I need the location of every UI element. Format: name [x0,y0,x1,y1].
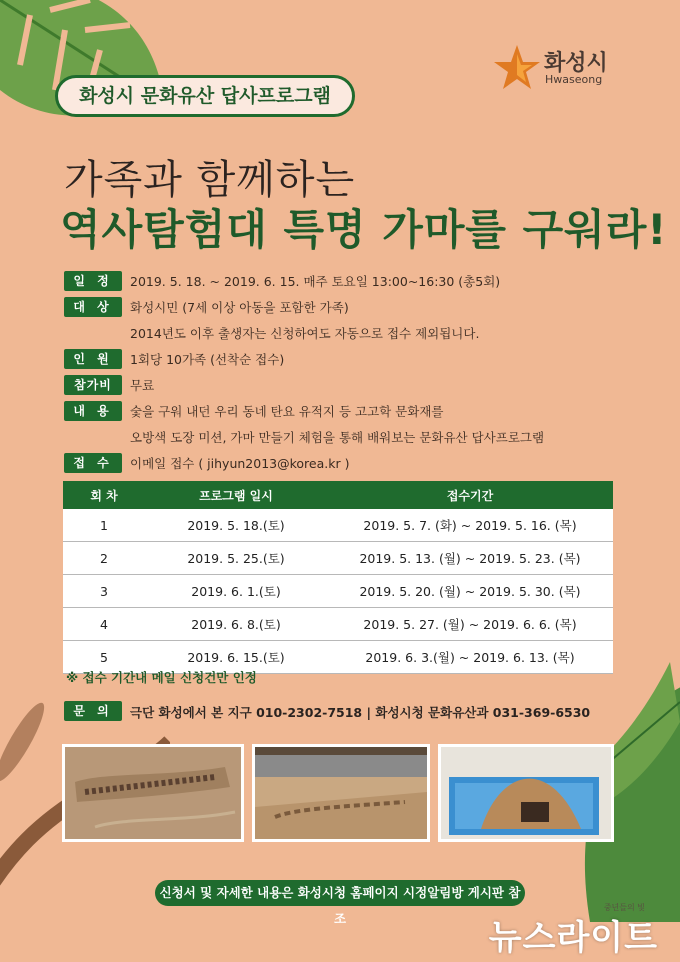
info-row-fee [64,372,644,398]
table-cell: 2019. 5. 13. (월) ~ 2019. 5. 23. (목) [327,542,613,575]
table-cell: 2019. 6. 3.(월) ~ 2019. 6. 13. (목) [327,641,613,674]
info-value: 2014년도 이후 출생자는 신청하여도 자동으로 접수 제외됩니다. [130,326,480,341]
table-row [63,608,613,641]
info-value: 2019. 5. 18. ~ 2019. 6. 15. 매주 토요일 13:00~16:30 (총5회) [130,274,501,289]
table-cell: 2019. 5. 7. (화) ~ 2019. 5. 16. (목) [327,509,613,542]
table-cell: 2 [63,542,145,575]
hwaseong-logo [492,42,632,92]
schedule-table [63,481,613,674]
info-value: 무료 [130,378,155,393]
photo-excavation-site [252,744,430,842]
contact-info: 극단 화성에서 본 지구 010-2302-7518 | 화성시청 문화유산과 031-369-6530 [130,705,591,720]
watermark-logo: 뉴스라이트 [488,918,658,958]
table-cell: 2019. 5. 27. (월) ~ 2019. 6. 6. (목) [327,608,613,641]
program-badge: 화성시 문화유산 답사프로그램 [55,75,355,117]
info-row-capacity [64,346,644,372]
info-label: 일 정 [64,271,122,291]
title-line-2: 역사탐험대 특명 가마를 구워라! [60,205,668,254]
title-line-1: 가족과 함께하는 [64,157,356,203]
watermark-small-text: 중년들의 빛 [603,903,645,912]
info-row-target-note [64,320,644,346]
info-list [64,268,644,476]
application-note: ※ 접수 기간내 메일 신청건만 인정 [66,670,257,685]
info-value: 이메일 접수 ( jihyun2013@korea.kr ) [130,456,350,471]
info-value: 1회당 10가족 (선착순 접수) [130,352,285,367]
table-header-row [63,481,613,509]
monstera-leaf-decoration [0,0,170,140]
logo-korean: 화성시 [544,51,608,76]
photo-kiln-model [438,744,614,842]
info-value: 오방색 도장 미션, 가마 만들기 체험을 통해 배워보는 문화유산 답사프로그램 [130,430,545,445]
table-cell: 2019. 6. 1.(토) [145,575,327,608]
table-cell: 1 [63,509,145,542]
photo-image [65,747,241,839]
table-cell: 5 [63,641,145,674]
table-cell: 4 [63,608,145,641]
info-label: 인 원 [64,349,122,369]
info-row-schedule [64,268,644,294]
info-row-content [64,398,644,424]
photo-kiln-site-aerial [62,744,244,842]
photo-image [255,747,427,839]
table-row [63,509,613,542]
table-cell: 3 [63,575,145,608]
column-header-session: 회 차 [63,481,145,509]
table-row [63,542,613,575]
info-value: 숯을 구워 내던 우리 동네 탄요 유적지 등 고고학 문화재를 [130,404,444,419]
info-label: 참가비 [64,375,122,395]
info-row-application [64,450,644,476]
bottom-banner: 신청서 및 자세한 내용은 화성시청 홈페이지 시정알림방 게시판 참조 [155,880,525,906]
info-row-content-2 [64,424,644,450]
hwaseong-logo-icon [492,42,542,92]
column-header-application-period: 접수기간 [327,481,613,509]
column-header-program-date: 프로그램 일시 [145,481,327,509]
table-cell: 2019. 5. 20. (월) ~ 2019. 5. 30. (목) [327,575,613,608]
contact-label: 문 의 [64,701,122,721]
photo-image [441,747,611,839]
info-label: 대 상 [64,297,122,317]
info-label: 접 수 [64,453,122,473]
info-value: 화성시민 (7세 이상 아동을 포함한 가족) [130,300,349,315]
table-cell: 2019. 6. 15.(토) [145,641,327,674]
table-cell: 2019. 6. 8.(토) [145,608,327,641]
table-row [63,575,613,608]
logo-english: Hwaseong [545,73,603,86]
info-row-target [64,294,644,320]
table-cell: 2019. 5. 25.(토) [145,542,327,575]
info-label: 내 용 [64,401,122,421]
table-cell: 2019. 5. 18.(토) [145,509,327,542]
